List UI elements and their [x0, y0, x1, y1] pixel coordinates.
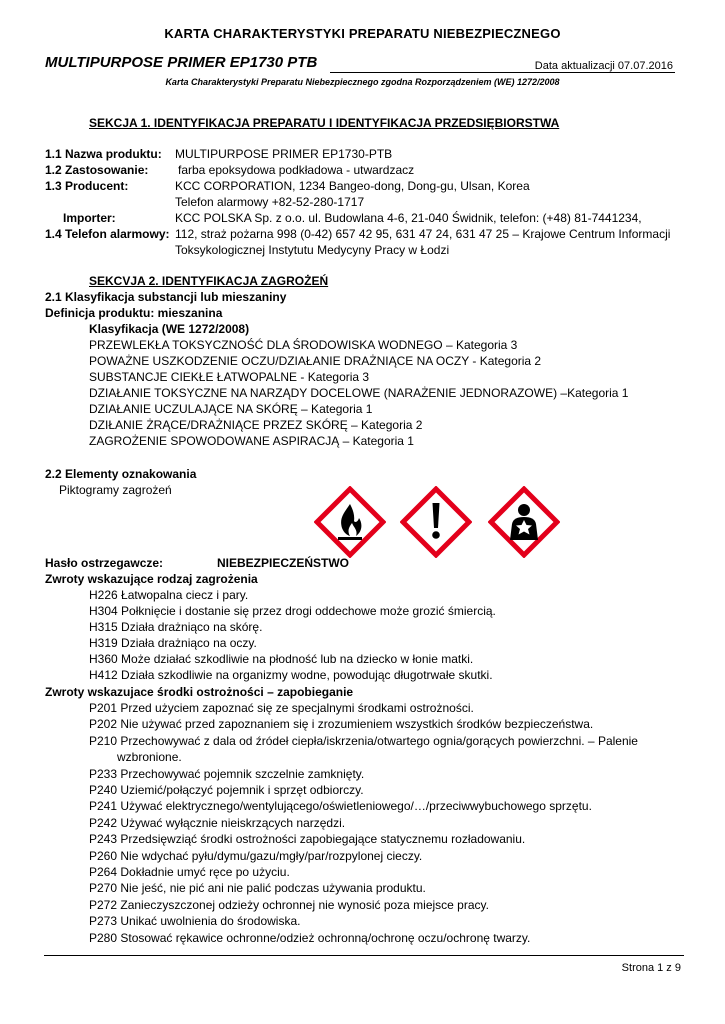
product-use-value: farba epoksydowa podkładowa - utwardzacz: [178, 163, 415, 177]
precaution-statement: P210 Przechowywać z dala od źródeł ciepła/iskrzenia/otwartego ognia/gorących powierzchni. – Palenie: [89, 734, 638, 748]
emergency-phone-value-cont: Toksykologicznej Instytutu Medycyny Pracy w Łodzi: [175, 243, 450, 257]
hazard-statement: H315 Działa drażniąco na skórę.: [89, 620, 263, 634]
precaution-statement: P264 Dokładnie umyć ręce po użyciu.: [89, 865, 290, 879]
classification-item: SUBSTANCJE CIEKŁE ŁATWOPALNE - Kategoria 3: [89, 370, 370, 384]
producer-value: KCC CORPORATION, 1234 Bangeo-dong, Dong-gu, Ulsan, Korea: [175, 179, 530, 193]
precaution-statement: P272 Zanieczyszczonej odzieży ochronnej nie wynosić poza miejsce pracy.: [89, 898, 489, 912]
precaution-statement: P273 Unikać uwolnienia do środowiska.: [89, 914, 301, 928]
hazard-statement: H360 Może działać szkodliwie na płodność lub na dziecko w łonie matki.: [89, 652, 474, 666]
precaution-statement: P242 Używać wyłącznie nieiskrzących narzędzi.: [89, 816, 346, 830]
health-hazard-icon: [488, 486, 560, 558]
precaution-statement: P241 Używać elektrycznego/wentylującego/oświetleniowego/…/przeciwwybuchowego sprzętu.: [89, 799, 592, 813]
document-type-title: KARTA CHARAKTERYSTYKI PREPARATU NIEBEZPIECZNEGO: [164, 26, 561, 41]
product-name-label: 1.1 Nazwa produktu:: [45, 147, 162, 161]
signal-word: NIEBEZPIECZEŃSTWO: [217, 556, 350, 570]
exclamation-icon: [400, 486, 472, 558]
precaution-statement: P240 Uziemić/połączyć pojemnik i sprzęt odbiorczy.: [89, 783, 364, 797]
producer-label: 1.3 Producent:: [45, 179, 129, 193]
title-underline: [330, 72, 675, 73]
precaution-statement: P280 Stosować rękawice ochronne/odzież ochronną/ochronę oczu/ochronę twarzy.: [89, 931, 531, 945]
flame-icon: [314, 486, 386, 558]
importer-value: KCC POLSKA Sp. z o.o. ul. Budowlana 4-6, 21-040 Świdnik, telefon: (+48) 81-7441234,: [175, 211, 642, 225]
pictograms-label: Piktogramy zagrożeń: [59, 483, 172, 497]
classification-item: DZIAŁANIE UCZULAJĄCE NA SKÓRĘ – Kategoria 1: [89, 402, 373, 416]
product-definition: Definicja produktu: mieszanina: [45, 306, 223, 320]
precaution-statement: P260 Nie wdychać pyłu/dymu/gazu/mgły/par/rozpylonej cieczy.: [89, 849, 423, 863]
precaution-statement-cont: wzbronione.: [117, 750, 182, 764]
product-use-label: 1.2 Zastosowanie:: [45, 163, 149, 177]
hazard-statement: H304 Połknięcie i dostanie się przez drogi oddechowe może grozić śmiercią.: [89, 604, 496, 618]
precaution-statements-heading: Zwroty wskazujace środki ostrożności – zapobieganie: [45, 685, 354, 699]
precaution-statement: P202 Nie używać przed zapoznaniem się i zrozumieniem wszystkich środków bezpieczeństwa.: [89, 717, 594, 731]
hazard-statement: H226 Łatwopalna ciecz i pary.: [89, 588, 249, 602]
footer-divider: [44, 955, 684, 956]
hazard-statement: H319 Działa drażniąco na oczy.: [89, 636, 257, 650]
regulation-subtitle: Karta Charakterystyki Preparatu Niebezpiecznego zgodna Rozporządzeniem (WE) 1272/2008: [165, 77, 560, 87]
product-title: MULTIPURPOSE PRIMER EP1730 PTB: [45, 54, 318, 71]
importer-label: Importer:: [63, 211, 116, 225]
classification-item: ZAGROŻENIE SPOWODOWANE ASPIRACJĄ – Kategoria 1: [89, 434, 414, 448]
section2-heading: SEKCVJA 2. IDENTYFIKACJA ZAGROŻEŃ: [89, 274, 329, 288]
producer-phone: Telefon alarmowy +82-52-280-1717: [175, 195, 365, 209]
classification-item: DZIAŁANIE TOKSYCZNE NA NARZĄDY DOCELOWE (NARAŻENIE JEDNORAZOWE) –Kategoria 1: [89, 386, 629, 400]
classification-label: Klasyfikacja (WE 1272/2008): [89, 322, 250, 336]
classification-item: DZIŁANIE ŻRĄCE/DRAŻNIĄCE PRZEZ SKÓRĘ – Kategoria 2: [89, 418, 423, 432]
section1-heading: SEKCJA 1. IDENTYFIKACJA PREPARATU I IDENTYFIKACJA PRZEDSIĘBIORSTWA: [89, 116, 560, 130]
precaution-statement: P233 Przechowywać pojemnik szczelnie zamknięty.: [89, 767, 365, 781]
precaution-statement: P201 Przed użyciem zapoznać się ze specjalnymi środkami ostrożności.: [89, 701, 474, 715]
product-name-value: MULTIPURPOSE PRIMER EP1730-PTB: [175, 147, 393, 161]
signal-word-label: Hasło ostrzegawcze:: [45, 556, 164, 570]
precaution-statement: P243 Przedsięwziąć środki ostrożności zapobiegające statycznemu rozładowaniu.: [89, 832, 526, 846]
update-date: Data aktualizacji 07.07.2016: [534, 60, 673, 72]
hazard-statement: H412 Działa szkodliwie na organizmy wodne, powodując długotrwałe skutki.: [89, 668, 493, 682]
page-number: Strona 1 z 9: [621, 962, 681, 974]
hazard-statements-heading: Zwroty wskazujące rodzaj zagrożenia: [45, 572, 258, 586]
labelling-heading: 2.2 Elementy oznakowania: [45, 467, 197, 481]
emergency-phone-value: 112, straż pożarna 998 (0-42) 657 42 95, 631 47 24, 631 47 25 – Krajowe Centrum Informacji: [175, 227, 671, 241]
classification-item: POWAŻNE USZKODZENIE OCZU/DZIAŁANIE DRAŻNIĄCE NA OCZY - Kategoria 2: [89, 354, 542, 368]
classification-heading: 2.1 Klasyfikacja substancji lub mieszaniny: [45, 290, 287, 304]
classification-item: PRZEWLEKŁA TOKSYCZNOŚĆ DLA ŚRODOWISKA WODNEGO – Kategoria 3: [89, 338, 518, 352]
emergency-phone-label: 1.4 Telefon alarmowy:: [45, 227, 170, 241]
precaution-statement: P270 Nie jeść, nie pić ani nie palić podczas używania produktu.: [89, 881, 426, 895]
